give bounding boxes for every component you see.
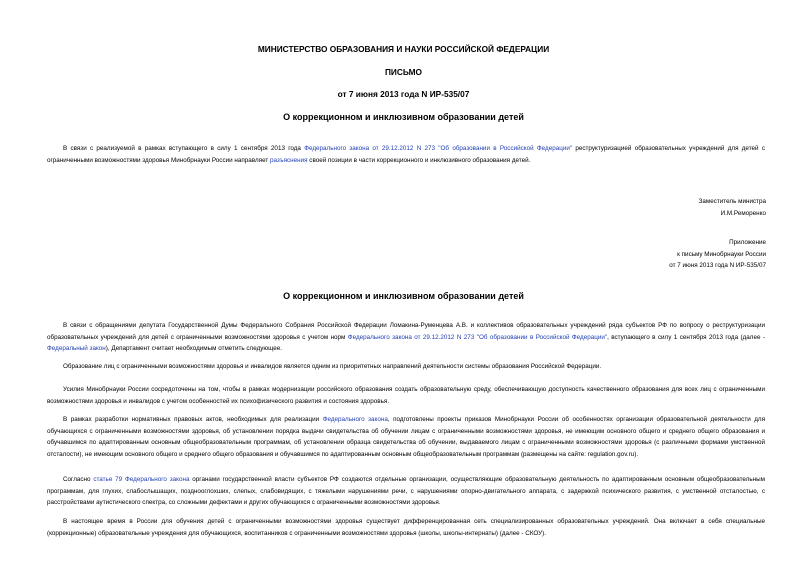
paragraph-3 (47, 384, 765, 407)
appendix-title: О коррекционном и инклюзивном образовании детей (283, 291, 524, 301)
p1-text-3: ), Департамент считает необходимым отметить следующее. (105, 345, 283, 353)
intro-text-1: В связи с реализуемой в рамках вступающего в силу 1 сентября 2013 года (63, 145, 305, 152)
federal-law-link-3[interactable]: Федерального закона (322, 416, 388, 423)
p1-text-1: В связи с обращениями депутата Государственной Думы Федерального Собрания Российской Федерации Ломакина-Руменцева А.В. и коллективов образовательных учреждений ряда субъектов РФ по вопросу о реструктуризации образовательных учреждений для детей с ограниченными возможностями здоровья с учетом норм (47, 322, 765, 341)
p6-text: В настоящее время в России для обучения детей с ограниченными возможностями здоровья существует дифференцированная сеть специализированных образовательных учреждений. Она включает в себя специальные (коррекционные) образовательные учреждения для обучающихся, воспитанников с ограниченными возможностями здоровья (школы, школы-интернаты) (далее - СКОУ). (47, 518, 765, 537)
federal-law-link-2[interactable]: Федерального закона от 29.12.2012 N 273 "Об образовании в Российской Федерации" (347, 333, 608, 341)
intro-text-3: своей позиции в части коррекционного и инклюзивного образования детей. (307, 156, 531, 164)
appendix-letter-ref: к письму Минобрнауки России (677, 250, 766, 258)
p4-text-2: , подготовлены проекты приказов Минобрнауки России об особенностях организации образовательной деятельности для обучающихся с ограниченными возможностями здоровья, об установлении порядка выдачи свидетельства об обучении лицам с ограниченными возможностями здоровья, не имеющим основного общего и среднего общего образования и обучавшимся по адаптированным основным общеобразовательным программам, об установлении образца свидетельства об обучении, выдаваемого лицам с ограниченными возможностями здоровья (с различными формами умственной отсталости), не имеющим основного общего и среднего общего образования и обучавшимся по адаптированным основным общеобразовательным программам (размещены на сайте: regulation.gov.ru). (47, 416, 766, 458)
appendix-date-number: от 7 июня 2013 года N ИР-535/07 (669, 262, 766, 270)
document-type: ПИСЬМО (384, 67, 423, 77)
appendix-label: Приложение (729, 239, 766, 246)
p3-text: Усилия Минобрнауки России сосредоточены на том, чтобы в рамках модернизации российского образования создать образовательную среду, обеспечивающую доступность качественного образования для всех лиц с ограниченными возможностями здоровья и инвалидов с учетом особенностей их психофизического развития и состояния здоровья. (47, 386, 765, 405)
p4-text-1: В рамках разработки нормативных правовых актов, необходимых для реализации (63, 416, 323, 423)
p5-text-2: органами государственной власти субъектов РФ создаются отдельные организации, осуществляющие образовательную деятельность по адаптированным основным общеобразовательным программам, для глухих, слабослышащих, позднооглохших, слепых, слабовидящих, с тяжелыми нарушениями речи, с нарушениями опорно-двигательного аппарата, с задержкой психического развития, с умственной отсталостью, с расстройствами аутистического спектра, со сложными дефектами и других обучающихся с ограниченными возможностями здоровья. (47, 476, 765, 507)
paragraph-2 (47, 361, 765, 373)
paragraph-5 (47, 474, 765, 509)
intro-paragraph (47, 143, 765, 166)
intro-text-2: реструктуризацией образовательных учреждений для детей с ограниченными возможностями здоровья Минобрнауки России направляет (47, 145, 765, 164)
signature-position: Заместитель министра (698, 198, 766, 205)
paragraph-1 (47, 320, 765, 355)
federal-law-link[interactable]: Федерального закона от 29.12.2012 N 273 "Об образовании в Российской Федерации" (304, 145, 573, 152)
federal-law-short-link[interactable]: Федеральный закон (47, 345, 106, 353)
appendix-header (669, 237, 766, 272)
signature-block (699, 196, 766, 219)
clarifications-link[interactable]: разъяснения (270, 156, 308, 164)
p2-text: Образование лиц с ограниченными возможностями здоровья и инвалидов является одним из приоритетных направлений деятельности системы образования Российской Федерации. (63, 363, 602, 370)
p5-text-1: Согласно (63, 476, 94, 483)
document-date-number: от 7 июня 2013 года N ИР-535/07 (337, 89, 470, 99)
paragraph-6 (47, 516, 765, 539)
ministry-heading: МИНИСТЕРСТВО ОБРАЗОВАНИЯ И НАУКИ РОССИЙСКОЙ ФЕДЕРАЦИИ (257, 44, 550, 54)
signature-name: И.М.Реморенко (720, 209, 766, 217)
article-79-link[interactable]: статье 79 Федерального закона (93, 476, 190, 483)
document-title: О коррекционном и инклюзивном образовании детей (283, 112, 524, 122)
p1-text-2: , вступающего в силу 1 сентября 2013 года (далее - (607, 333, 765, 341)
paragraph-4 (47, 414, 765, 460)
